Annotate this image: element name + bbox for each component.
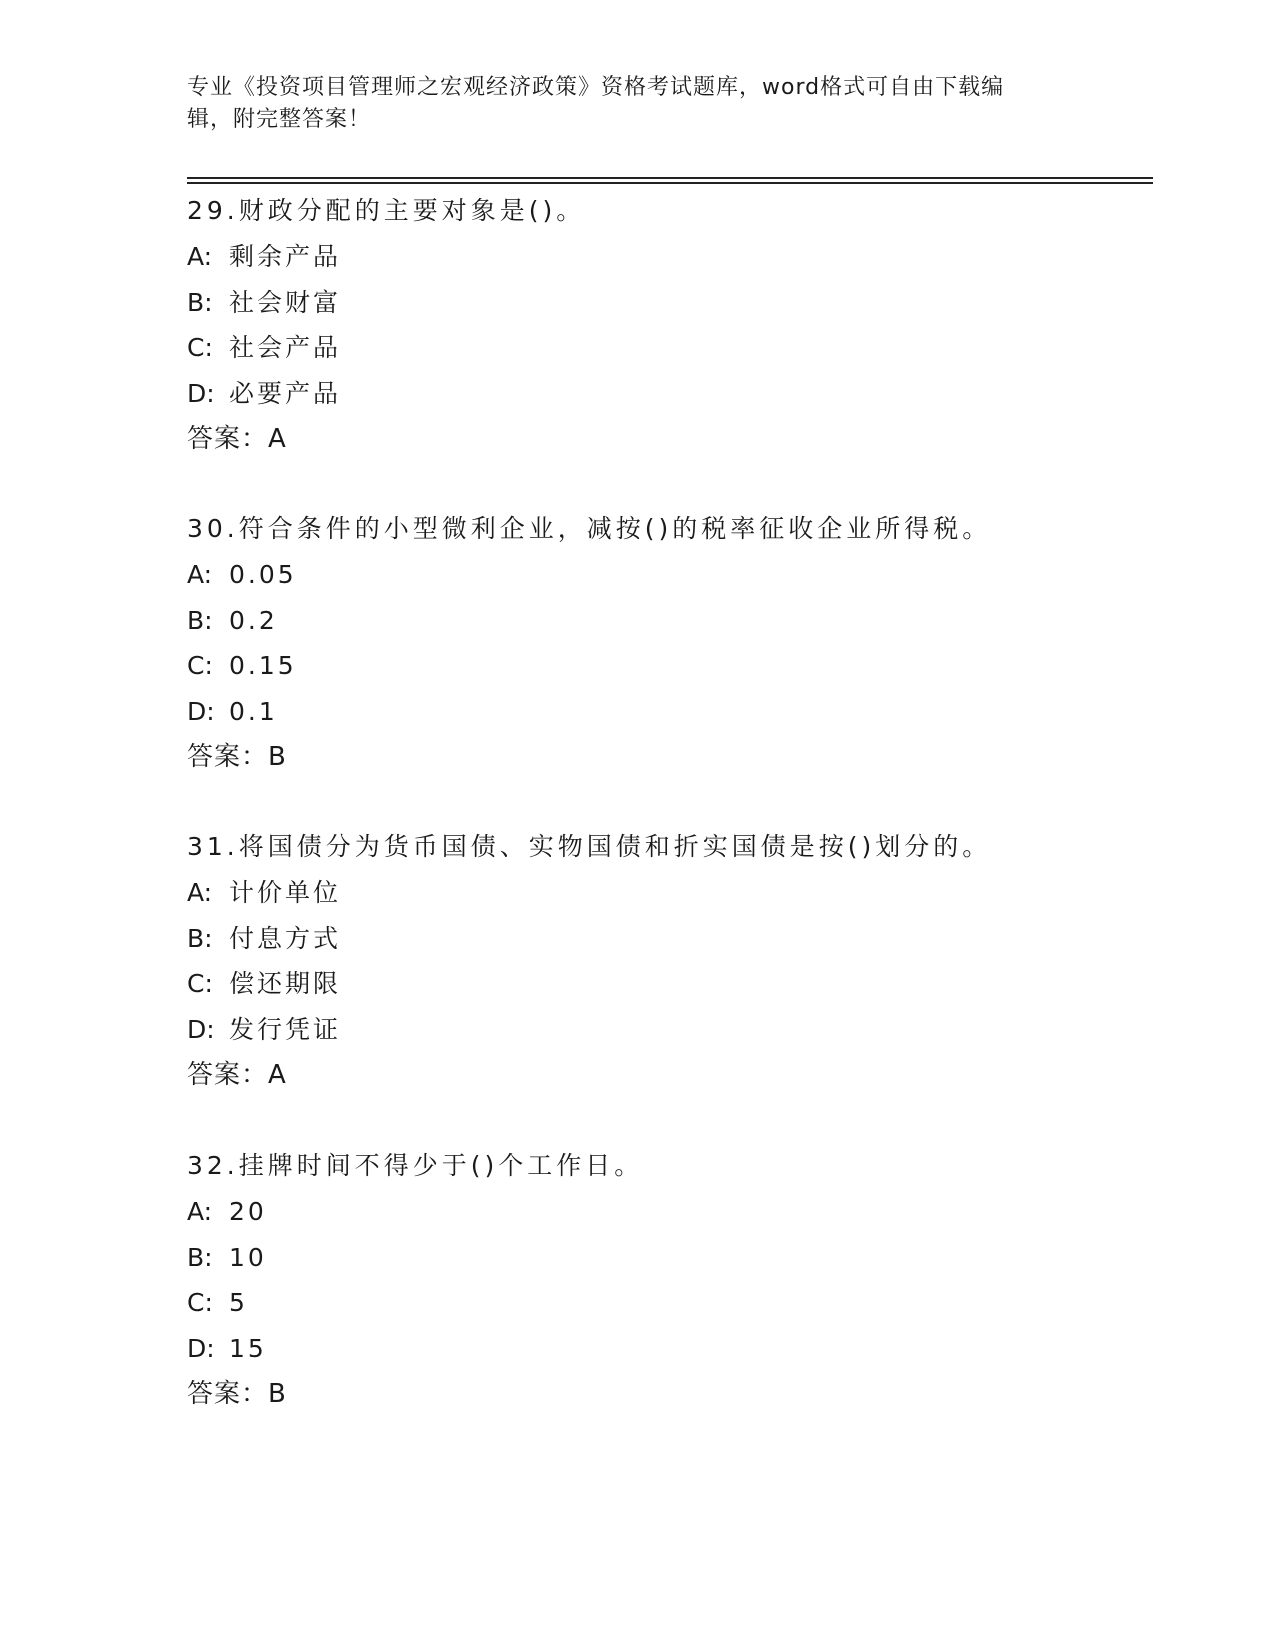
option-letter: D:	[187, 1014, 215, 1044]
question-30	[187, 506, 1147, 780]
question-32	[187, 1143, 1147, 1417]
option-letter: A:	[187, 560, 213, 589]
option-text: 计价单位	[229, 878, 342, 907]
option-text: 10	[229, 1242, 267, 1272]
document-header	[187, 72, 1067, 136]
answer-line: 答案：A	[187, 424, 287, 454]
option-b	[187, 1235, 1147, 1281]
option-d	[187, 1007, 1147, 1053]
answer-line: 答案：B	[187, 742, 287, 772]
option-d	[187, 1326, 1147, 1372]
option-text: 剩余产品	[229, 242, 342, 271]
option-text: 0.1	[229, 696, 278, 726]
option-text: 0.15	[229, 651, 297, 680]
option-letter: D:	[187, 378, 215, 408]
header-divider-bottom	[187, 182, 1153, 184]
question-stem: 32.挂牌时间不得少于()个工作日。	[187, 1151, 644, 1180]
question-29	[187, 188, 1147, 462]
header-line-1: 专业《投资项目管理师之宏观经济政策》资格考试题库，word格式可自由下载编	[187, 75, 1005, 100]
option-text: 20	[229, 1197, 267, 1226]
option-letter: C:	[187, 651, 213, 680]
option-letter: B:	[187, 287, 213, 317]
option-letter: D:	[187, 696, 215, 726]
option-d	[187, 371, 1147, 417]
header-divider-top	[187, 177, 1153, 179]
option-letter: C:	[187, 969, 213, 998]
option-letter: D:	[187, 1333, 215, 1363]
option-b	[187, 598, 1147, 644]
option-a	[187, 870, 1147, 916]
option-text: 0.2	[229, 605, 278, 635]
option-text: 发行凭证	[229, 1014, 342, 1044]
option-text: 必要产品	[229, 378, 342, 408]
option-letter: A:	[187, 242, 213, 271]
option-letter: C:	[187, 1288, 213, 1317]
option-letter: C:	[187, 333, 213, 362]
option-text: 5	[229, 1288, 248, 1317]
option-text: 15	[229, 1333, 267, 1363]
option-letter: B:	[187, 1242, 213, 1272]
option-c	[187, 643, 1147, 689]
question-stem: 29.财政分配的主要对象是()。	[187, 196, 586, 225]
option-c	[187, 1280, 1147, 1326]
option-letter: A:	[187, 878, 213, 907]
option-b	[187, 916, 1147, 962]
option-a	[187, 552, 1147, 598]
question-stem: 30.符合条件的小型微利企业，减按()的税率征收企业所得税。	[187, 514, 992, 543]
option-letter: A:	[187, 1197, 213, 1226]
option-letter: B:	[187, 923, 213, 953]
option-text: 社会财富	[229, 287, 342, 317]
answer-line: 答案：A	[187, 1060, 287, 1090]
option-text: 0.05	[229, 560, 297, 589]
question-31	[187, 824, 1147, 1098]
option-c	[187, 961, 1147, 1007]
option-d	[187, 689, 1147, 735]
option-text: 付息方式	[229, 923, 342, 953]
option-b	[187, 280, 1147, 326]
question-stem: 31.将国债分为货币国债、实物国债和折实国债是按()划分的。	[187, 832, 992, 861]
option-c	[187, 325, 1147, 371]
option-a	[187, 234, 1147, 280]
option-a	[187, 1189, 1147, 1235]
option-text: 偿还期限	[229, 969, 342, 998]
answer-line: 答案：B	[187, 1379, 287, 1409]
header-line-2: 辑，附完整答案！	[187, 107, 372, 132]
option-letter: B:	[187, 605, 213, 635]
option-text: 社会产品	[229, 333, 342, 362]
